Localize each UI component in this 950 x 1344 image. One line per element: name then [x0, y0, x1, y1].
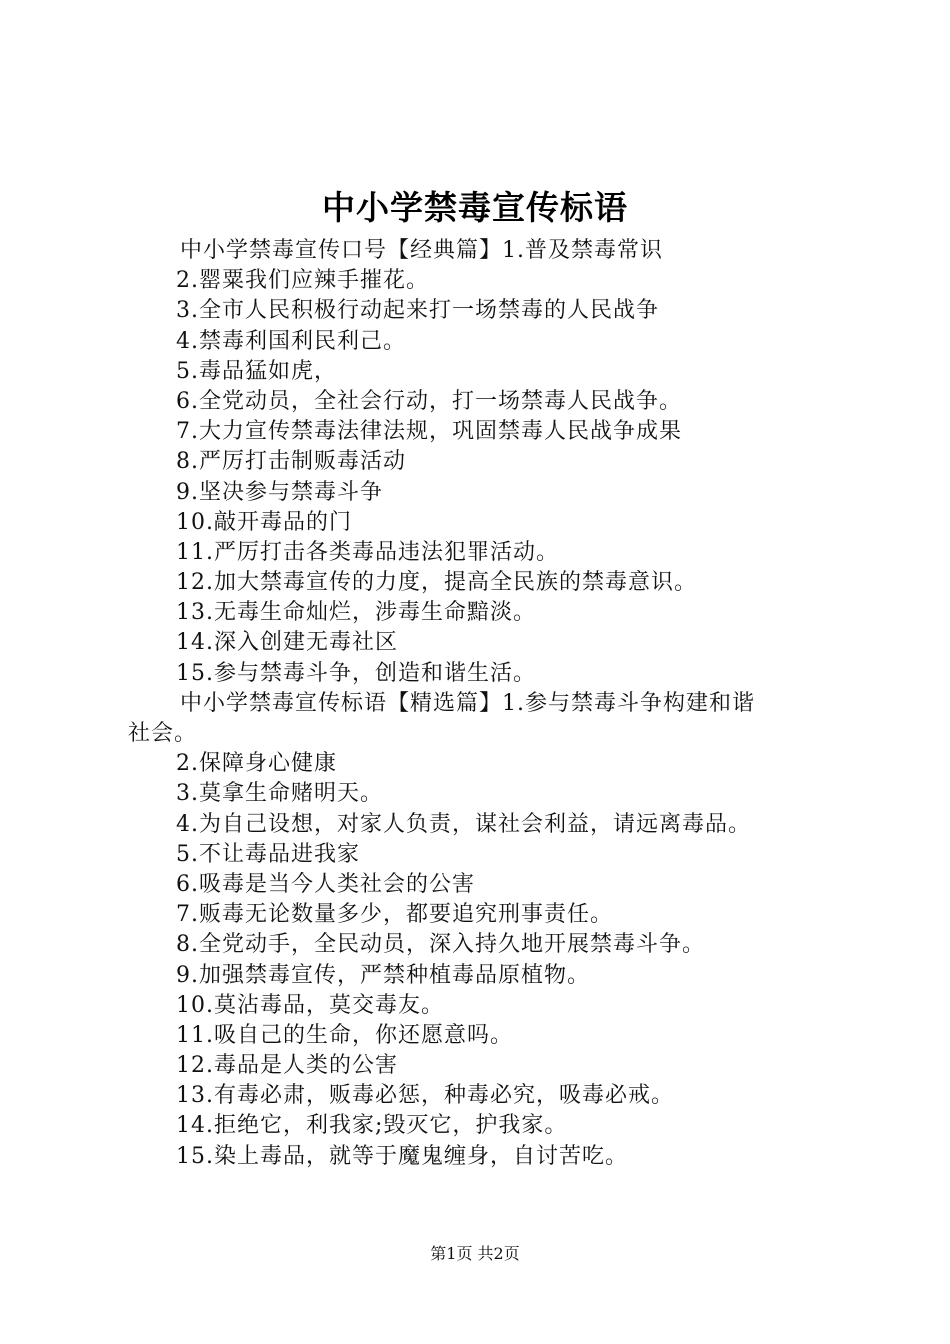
document-body [128, 236, 838, 1172]
section-heading-selected-continuation: 社会。 [128, 721, 198, 746]
list-item: 2.罂粟我们应辣手摧花。 [176, 268, 429, 294]
list-item: 6.全党动员，全社会行动，打一场禁毒人民战争。 [176, 388, 682, 414]
list-item: 3.莫拿生命赌明天。 [176, 781, 383, 807]
list-item: 3.全市人民积极行动起来打一场禁毒的人民战争 [176, 298, 659, 324]
list-item: 13.无毒生命灿烂，涉毒生命黯淡。 [176, 600, 536, 626]
list-item: 14.拒绝它，利我家;毁灭它，护我家。 [176, 1113, 568, 1139]
list-item: 4.为自己设想，对家人负责，谋社会利益，请远离毒品。 [176, 811, 751, 837]
list-item: 14.深入创建无毒社区 [176, 630, 398, 656]
list-item: 5.不让毒品进我家 [176, 841, 360, 867]
list-item: 5.毒品猛如虎， [176, 358, 337, 384]
slogan-list-selected [128, 749, 838, 1172]
section-heading-classic: 中小学禁毒宣传口号【经典篇】1.普及禁毒常识 [180, 238, 663, 263]
section-heading-selected: 中小学禁毒宣传标语【精选篇】1.参与禁毒斗争构建和谐 [180, 690, 755, 716]
list-item: 10.莫沾毒品，莫交毒友。 [176, 992, 444, 1018]
list-item: 8.全党动手，全民动员，深入持久地开展禁毒斗争。 [176, 932, 705, 958]
list-item: 13.有毒必肃，贩毒必惩，种毒必究，吸毒必戒。 [176, 1083, 674, 1109]
list-item: 7.贩毒无论数量多少，都要追究刑事责任。 [176, 902, 613, 928]
list-item: 11.吸自己的生命，你还愿意吗。 [176, 1022, 513, 1048]
list-item: 2.保障身心健康 [176, 751, 337, 777]
list-item: 9.加强禁毒宣传，严禁种植毒品原植物。 [176, 962, 590, 988]
list-item: 7.大力宣传禁毒法律法规，巩固禁毒人民战争成果 [176, 419, 682, 445]
list-item: 9.坚决参与禁毒斗争 [176, 479, 383, 505]
page-title: 中小学禁毒宣传标语 [322, 188, 628, 227]
list-item: 10.敲开毒品的门 [176, 509, 352, 535]
list-item: 15.染上毒品，就等于魔鬼缠身，自讨苦吃。 [176, 1143, 628, 1169]
list-item: 15.参与禁毒斗争，创造和谐生活。 [176, 660, 536, 686]
list-item: 6.吸毒是当今人类社会的公害 [176, 871, 475, 897]
list-item: 8.严厉打击制贩毒活动 [176, 449, 406, 475]
page-number-footer: 第1页 共2页 [430, 1244, 520, 1263]
list-item: 12.毒品是人类的公害 [176, 1053, 398, 1079]
list-item: 12.加大禁毒宣传的力度，提高全民族的禁毒意识。 [176, 570, 697, 596]
slogan-list-classic [128, 266, 838, 689]
list-item: 4.禁毒利国利民利己。 [176, 328, 406, 354]
list-item: 11.严厉打击各类毒品违法犯罪活动。 [176, 539, 559, 565]
